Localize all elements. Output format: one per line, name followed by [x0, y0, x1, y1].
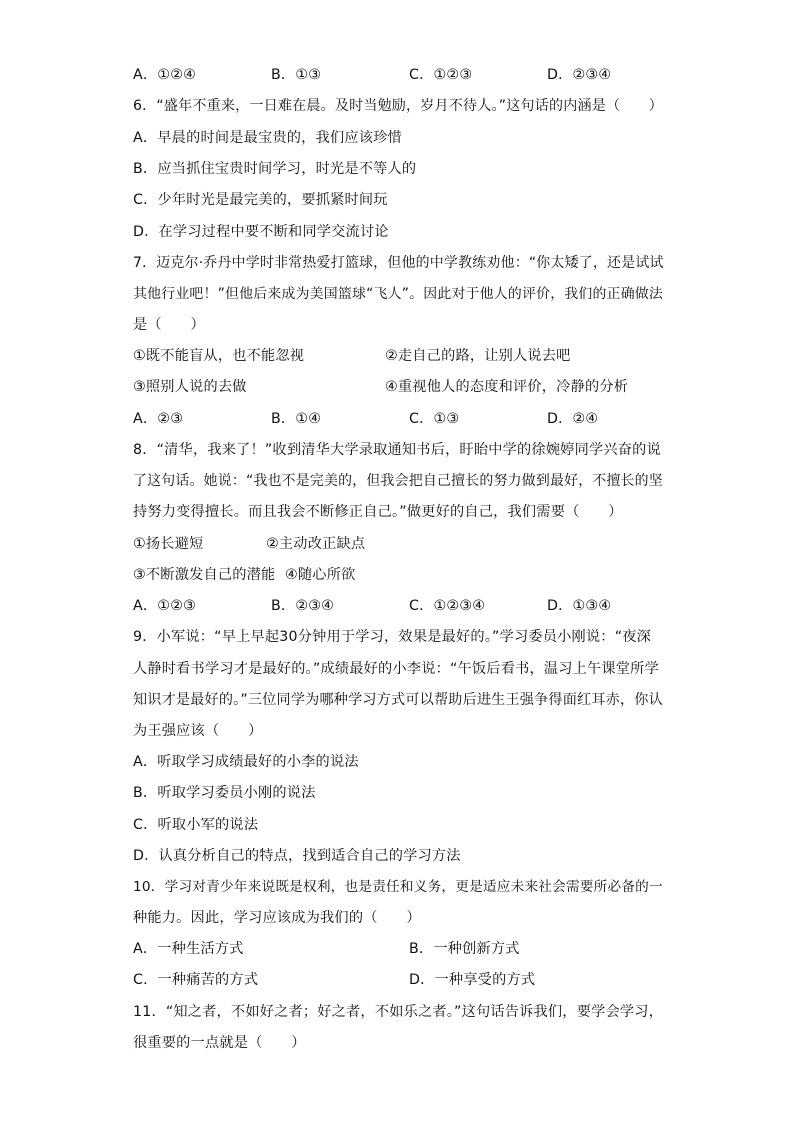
q7-statement-1: ①既不能盲从，也不能忽视 [133, 348, 305, 364]
q9-stem-line: 人静时看书学习才是最好的。”成绩最好的小李说：“午饭后看书，温习上午课堂所学 [133, 661, 659, 677]
q11-stem-line: 很重要的一点就是（ ） [133, 1035, 306, 1051]
q7-option-d: D．②④ [547, 411, 599, 427]
q8-stem-line: 8．“清华，我来了！”收到清华大学录取通知书后，盱眙中学的徐婉婷同学兴奋的说 [133, 442, 661, 458]
q5-option-c: C．①②③ [409, 67, 473, 83]
q10-option-c: C．一种痛苦的方式 [133, 972, 259, 988]
q5-option-b: B．①③ [271, 67, 322, 83]
q8-statement-3: ③不断激发自己的潜能 [133, 567, 276, 583]
q7-option-a: A．②③ [133, 411, 184, 427]
q8-stem-line: 持努力变得擅长。而且我会不断修正自己。”做更好的自己，我们需要（ ） [133, 504, 623, 520]
q6-option-d: D．在学习过程中要不断和同学交流讨论 [133, 224, 389, 240]
q5-option-a: A．①②④ [133, 67, 197, 83]
q6-option-c: C．少年时光是最完美的，要抓紧时间玩 [133, 192, 388, 208]
q7-option-c: C．①③ [409, 411, 460, 427]
q7-stem-line: 是（ ） [133, 317, 205, 333]
q9-option-d: D．认真分析自己的特点，找到适合自己的学习方法 [133, 848, 461, 864]
q7-option-b: B．①④ [271, 411, 322, 427]
q6-stem: 6．“盛年不重来，一日难在晨。及时当勉励，岁月不待人。”这句话的内涵是（ ） [133, 98, 663, 114]
q7-statement-2: ②走自己的路，让别人说去吧 [385, 348, 571, 364]
q9-option-a: A．听取学习成绩最好的小李的说法 [133, 754, 359, 770]
q6-option-a: A．早晨的时间是最宝贵的，我们应该珍惜 [133, 130, 402, 146]
q8-statement-1: ①扬长避短 [133, 536, 204, 552]
q8-statement-4: ④随心所欲 [285, 567, 356, 583]
q10-option-a: A．一种生活方式 [133, 941, 244, 957]
q7-stem-line: 7．迈克尔·乔丹中学时非常热爱打篮球，但他的中学教练劝他：“你太矮了，还是试试 [133, 255, 664, 271]
q11-stem-line: 11．“知之者，不如好之者；好之者，不如乐之者。”这句话告诉我们，要学会学习， [133, 1004, 664, 1020]
q7-statement-4: ④重视他人的态度和评价，冷静的分析 [385, 379, 629, 395]
q8-option-c: C．①②③④ [409, 598, 486, 614]
q8-option-d: D．①③④ [547, 598, 612, 614]
q6-option-b: B．应当抓住宝贵时间学习，时光是不等人的 [133, 161, 417, 177]
q9-stem-line: 9．小军说：“早上早起30分钟用于学习，效果是最好的。”学习委员小刚说：“夜深 [133, 629, 652, 645]
q8-stem-line: 了这句话。她说：“我也不是完美的，但我会把自己擅长的努力做到最好，不擅长的坚 [133, 473, 663, 489]
q9-stem-line: 知识才是最好的。”三位同学为哪种学习方式可以帮助后进生王强争得面红耳赤，你认 [133, 692, 663, 708]
q8-statement-2: ②主动改正缺点 [266, 536, 366, 552]
q7-stem-line: 其他行业吧！”但他后来成为美国篮球“飞人”。因此对于他人的评价，我们的正确做法 [133, 286, 664, 302]
q10-stem-line: 10．学习对青少年来说既是权利，也是责任和义务，更是适应未来社会需要所必备的一 [133, 879, 663, 895]
q9-option-c: C．听取小军的说法 [133, 817, 259, 833]
q10-option-b: B．一种创新方式 [409, 941, 520, 957]
q8-option-b: B．②③④ [271, 598, 335, 614]
q7-statement-3: ③照别人说的去做 [133, 379, 247, 395]
q8-option-a: A．①②③ [133, 598, 197, 614]
q5-option-d: D．②③④ [547, 67, 612, 83]
q10-option-d: D．一种享受的方式 [409, 972, 536, 988]
q10-stem-line: 种能力。因此，学习应该成为我们的（ ） [133, 910, 421, 926]
q9-option-b: B．听取学习委员小刚的说法 [133, 785, 316, 801]
q9-stem-line: 为王强应该（ ） [133, 723, 263, 739]
